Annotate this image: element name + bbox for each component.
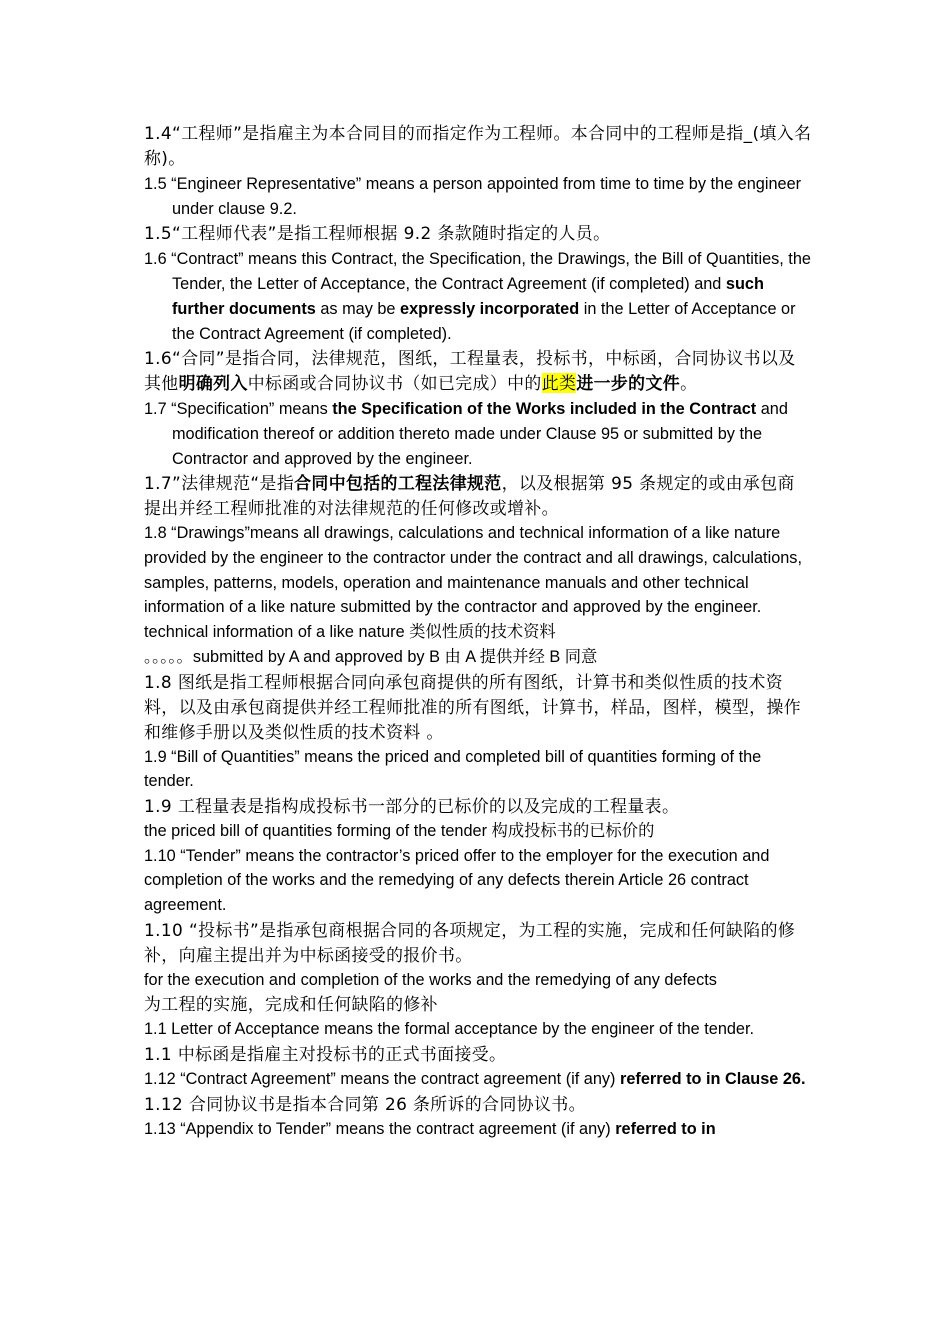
text-run: and modification thereof or addition thereto made under Clause 95 or submitted by the Contractor and approved by the engineer.: [172, 400, 788, 468]
clause-1-5-zh: 1.5“工程师代表”是指工程师根据 9.2 条款随时指定的人员。: [144, 223, 611, 244]
bold-text: expressly incorporated: [400, 299, 580, 318]
bold-text: such further documents: [172, 275, 764, 318]
vocab-note-1-10-zh: 为工程的实施，完成和任何缺陷的修补: [144, 994, 438, 1015]
clause-1-10-zh: 1.10 “投标书”是指承包商根据合同的各项规定，为工程的实施，完成和任何缺陷的修补，向雇主提出并为中标函接受的报价书。: [144, 919, 796, 965]
clause-1-9-zh: 1.9 工程量表是指构成投标书一部分的已标价的以及完成的工程量表。: [144, 795, 680, 816]
clause-1-10-en: 1.10 “Tender” means the contractor’s priced offer to the employer for the execution and completion of the works and the remedying of any defects therein Article 26 contract agreement.: [144, 846, 770, 915]
text-run: 1.7 “Specification” means: [144, 400, 333, 419]
text-run: as may be: [315, 299, 401, 318]
vocab-note-1-10-en: for the execution and completion of the works and the remedying of any defects: [144, 970, 717, 989]
document-body: [144, 121, 812, 1142]
bold-text: 进一步的文件: [576, 373, 681, 394]
text-run: 1.12 “Contract Agreement” means the contract agreement (if any): [144, 1070, 621, 1089]
text-run: 1.13 “Appendix to Tender” means the contract agreement (if any): [144, 1119, 616, 1138]
text-run: ，以及根据第 95 条规定的或由承包商提出并经工程师批准的对法律规范的任何修改或增补。: [144, 473, 795, 519]
text-run: 1.6“合同”是指合同，法律规范，图纸，工程量表，投标书，中标函，合同协议书以及其他: [144, 348, 796, 394]
bold-text: 合同中包括的工程法律规范: [294, 473, 502, 494]
clause-1-5-en: 1.5 “Engineer Representative” means a person appointed from time to time by the engineer under clause 9.2.: [144, 175, 802, 218]
vocab-note-1-8b: 。。。。。submitted by A and approved by B 由 A 提供并经 B 同意: [144, 647, 598, 666]
highlighted-text: 此类: [541, 373, 577, 394]
text-run: 1.7”法律规范“是指: [144, 473, 295, 494]
clause-1-6-en: [144, 247, 812, 346]
clause-1-13-en: [144, 1117, 812, 1142]
bold-text: 明确列入: [178, 373, 248, 394]
text-run: 。: [680, 373, 698, 394]
clause-1-9-en: 1.9 “Bill of Quantities” means the priced and completed bill of quantities forming of the tender.: [144, 747, 762, 791]
clause-1-11-en: 1.1 Letter of Acceptance means the formal acceptance by the engineer of the tender.: [144, 1020, 755, 1039]
vocab-note-1-8a: technical information of a like nature 类似性质的技术资料: [144, 623, 556, 642]
clause-1-8-zh: 1.8 图纸是指工程师根据合同向承包商提供的所有图纸，计算书和类似性质的技术资料，以及由承包商提供并经工程师批准的所有图纸，计算书，样品，图样，模型，操作和维修手册以及类似性质的技术资料 。: [144, 671, 802, 742]
clause-1-7-en: [144, 397, 812, 471]
bold-text: the Specification of the Works included in the Contract: [332, 400, 757, 419]
clause-1-6-zh: [144, 346, 812, 396]
text-run: 1.6 “Contract” means this Contract, the Specification, the Drawings, the Bill of Quantities, the Tender, the Letter of Acceptance, the Contract Agreement (if completed) and: [144, 250, 811, 294]
clause-1-8-en: 1.8 “Drawings”means all drawings, calculations and technical information of a like nature provided by the engineer to the contractor under the contract and all drawings, calculations, samples, patterns, models, operation and maintenance manuals and other technical information of a like nature submitted by the contractor and approved by the engineer.: [144, 524, 802, 617]
vocab-note-1-9: the priced bill of quantities forming of the tender 构成投标书的已标价的: [144, 821, 655, 840]
text-run: in the Letter of Acceptance or the Contract Agreement (if completed).: [172, 299, 796, 343]
bold-text: referred to in: [615, 1119, 716, 1138]
clause-1-12-zh: 1.12 合同协议书是指本合同第 26 条所诉的合同协议书。: [144, 1093, 586, 1114]
text-run: 中标函或合同协议书（如已完成）中的: [247, 373, 542, 394]
bold-text: referred to in Clause 26.: [620, 1070, 806, 1089]
clause-1-11-zh: 1.1 中标函是指雇主对投标书的正式书面接受。: [144, 1044, 507, 1065]
clause-1-4-zh: 1.4“工程师”是指雇主为本合同目的而指定作为工程师。本合同中的工程师是指_(填入名称)。: [144, 123, 812, 168]
clause-1-12-en: [144, 1067, 812, 1092]
clause-1-7-zh: [144, 471, 812, 521]
